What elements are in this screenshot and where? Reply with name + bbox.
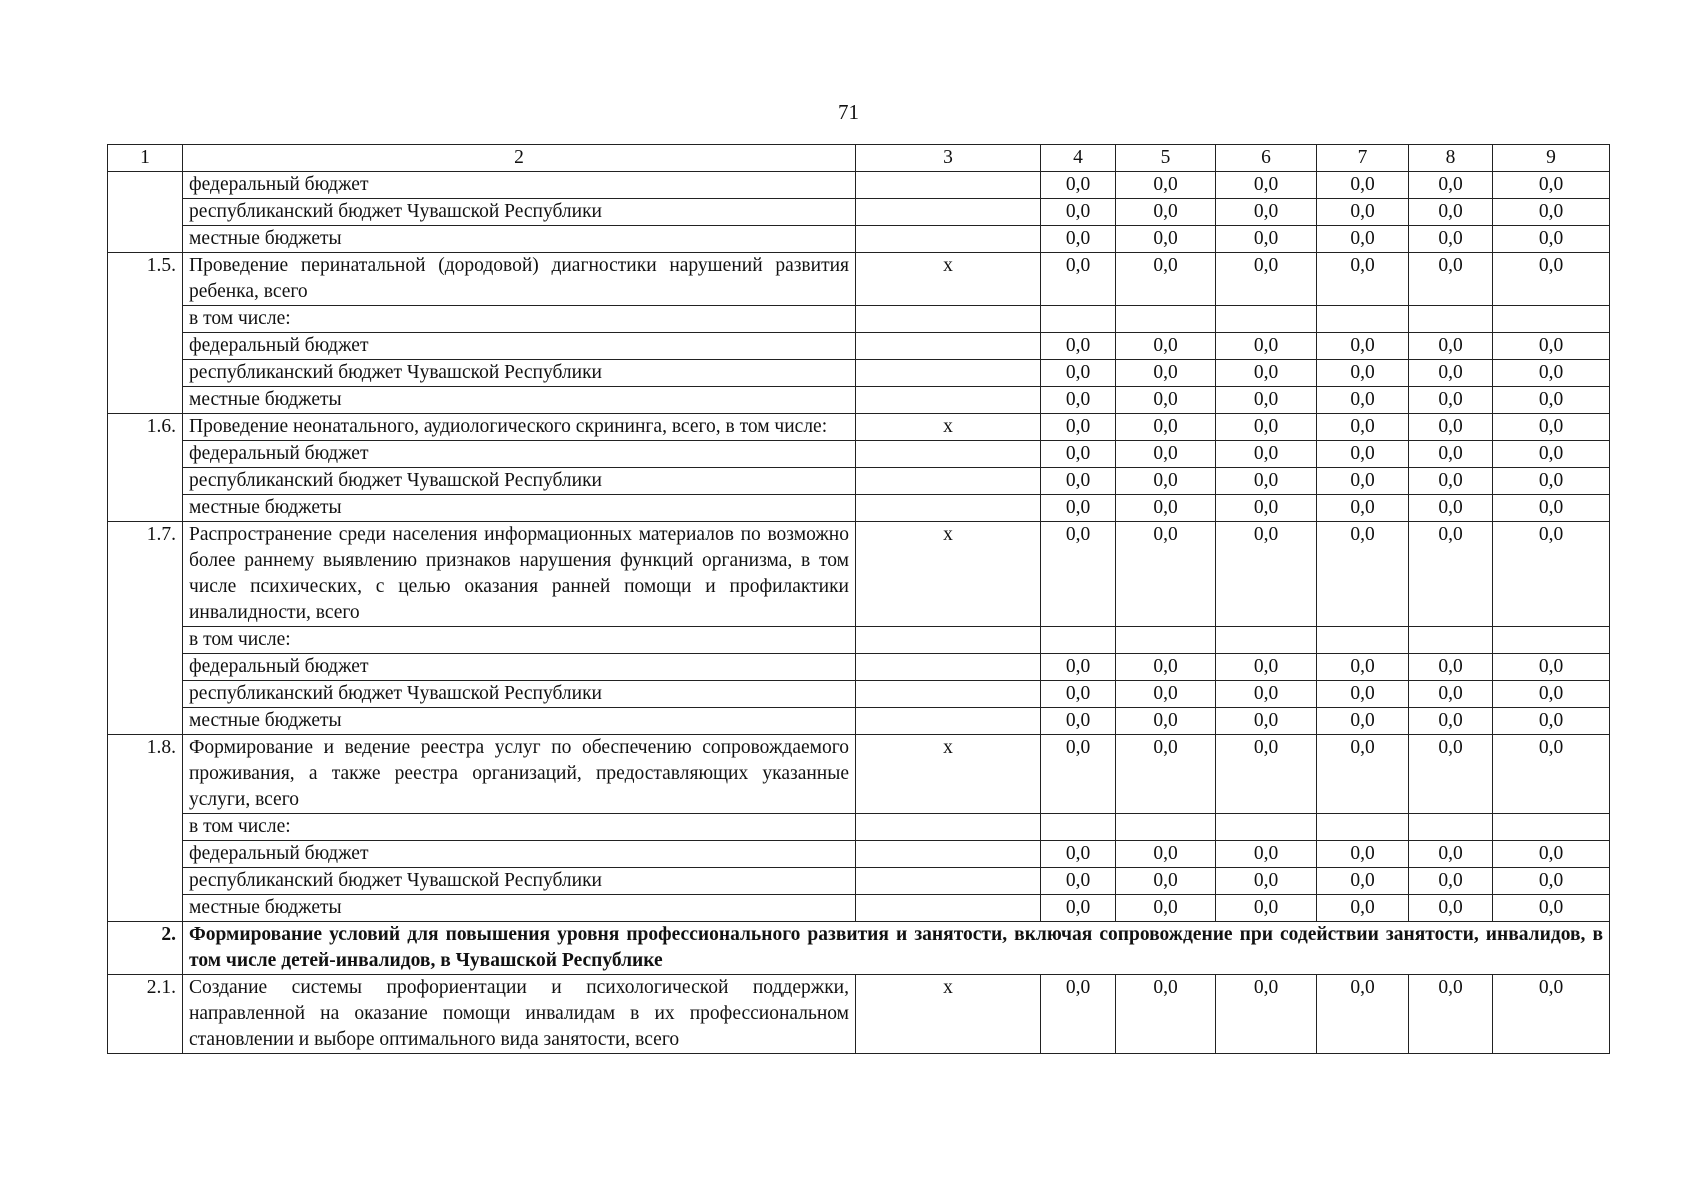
value-cell: 0,0 bbox=[1041, 468, 1116, 495]
value-cell: 0,0 bbox=[1116, 895, 1216, 922]
value-cell bbox=[1493, 627, 1610, 654]
value-cell: 0,0 bbox=[1216, 522, 1317, 627]
value-cell: 0,0 bbox=[1216, 360, 1317, 387]
table-row bbox=[108, 627, 1610, 654]
value-cell: 0,0 bbox=[1317, 441, 1409, 468]
value-cell: 0,0 bbox=[1493, 333, 1610, 360]
header-cell: 7 bbox=[1317, 145, 1409, 172]
row-name: федеральный бюджет bbox=[183, 441, 856, 468]
header-cell: 2 bbox=[183, 145, 856, 172]
value-cell: 0,0 bbox=[1041, 199, 1116, 226]
value-cell: 0,0 bbox=[1409, 199, 1493, 226]
row-number: 1.8. bbox=[108, 735, 183, 922]
value-cell: 0,0 bbox=[1116, 226, 1216, 253]
budget-table bbox=[107, 144, 1610, 1054]
table-body bbox=[108, 145, 1610, 1054]
section-number: 2. bbox=[108, 922, 183, 975]
table-row bbox=[108, 814, 1610, 841]
row-name: Формирование и ведение реестра услуг по обеспечению сопровождаемого проживания, а также реестра организаций, предоставляющих указанные услуги, всего bbox=[183, 735, 856, 814]
value-cell bbox=[1409, 306, 1493, 333]
value-cell: 0,0 bbox=[1116, 253, 1216, 306]
table-row bbox=[108, 895, 1610, 922]
value-cell bbox=[1317, 306, 1409, 333]
value-cell: 0,0 bbox=[1409, 975, 1493, 1054]
row-mark: x bbox=[856, 975, 1041, 1054]
value-cell: 0,0 bbox=[1493, 895, 1610, 922]
value-cell: 0,0 bbox=[1116, 681, 1216, 708]
row-mark bbox=[856, 387, 1041, 414]
table-row bbox=[108, 441, 1610, 468]
table-row bbox=[108, 681, 1610, 708]
value-cell bbox=[1216, 627, 1317, 654]
value-cell: 0,0 bbox=[1493, 199, 1610, 226]
row-name: Проведение перинатальной (дородовой) диагностики нарушений развития ребенка, всего bbox=[183, 253, 856, 306]
value-cell: 0,0 bbox=[1317, 895, 1409, 922]
row-name: федеральный бюджет bbox=[183, 654, 856, 681]
value-cell: 0,0 bbox=[1041, 333, 1116, 360]
row-mark bbox=[856, 360, 1041, 387]
table-row bbox=[108, 522, 1610, 627]
value-cell: 0,0 bbox=[1493, 226, 1610, 253]
value-cell: 0,0 bbox=[1216, 387, 1317, 414]
row-name: федеральный бюджет bbox=[183, 333, 856, 360]
row-mark bbox=[856, 681, 1041, 708]
row-mark: x bbox=[856, 522, 1041, 627]
value-cell: 0,0 bbox=[1409, 414, 1493, 441]
value-cell: 0,0 bbox=[1409, 468, 1493, 495]
row-name: местные бюджеты bbox=[183, 708, 856, 735]
row-number: 1.7. bbox=[108, 522, 183, 735]
section-row bbox=[108, 922, 1610, 975]
row-name: в том числе: bbox=[183, 814, 856, 841]
value-cell: 0,0 bbox=[1041, 841, 1116, 868]
table-row bbox=[108, 841, 1610, 868]
value-cell: 0,0 bbox=[1116, 468, 1216, 495]
value-cell: 0,0 bbox=[1216, 841, 1317, 868]
value-cell: 0,0 bbox=[1317, 360, 1409, 387]
value-cell bbox=[1317, 814, 1409, 841]
value-cell bbox=[1041, 627, 1116, 654]
table-row bbox=[108, 735, 1610, 814]
value-cell bbox=[1116, 814, 1216, 841]
value-cell: 0,0 bbox=[1041, 360, 1116, 387]
value-cell: 0,0 bbox=[1409, 495, 1493, 522]
row-name: в том числе: bbox=[183, 306, 856, 333]
value-cell: 0,0 bbox=[1216, 414, 1317, 441]
row-name: местные бюджеты bbox=[183, 387, 856, 414]
row-name: федеральный бюджет bbox=[183, 172, 856, 199]
value-cell: 0,0 bbox=[1317, 708, 1409, 735]
value-cell: 0,0 bbox=[1116, 841, 1216, 868]
value-cell: 0,0 bbox=[1409, 360, 1493, 387]
table-row bbox=[108, 654, 1610, 681]
value-cell: 0,0 bbox=[1216, 226, 1317, 253]
row-name: местные бюджеты bbox=[183, 895, 856, 922]
row-mark bbox=[856, 654, 1041, 681]
value-cell: 0,0 bbox=[1493, 708, 1610, 735]
row-mark bbox=[856, 708, 1041, 735]
value-cell: 0,0 bbox=[1409, 681, 1493, 708]
table-row bbox=[108, 414, 1610, 441]
row-number: 1.5. bbox=[108, 253, 183, 414]
table-row bbox=[108, 306, 1610, 333]
value-cell: 0,0 bbox=[1216, 333, 1317, 360]
value-cell: 0,0 bbox=[1317, 841, 1409, 868]
value-cell: 0,0 bbox=[1409, 654, 1493, 681]
value-cell: 0,0 bbox=[1041, 387, 1116, 414]
value-cell: 0,0 bbox=[1216, 868, 1317, 895]
value-cell: 0,0 bbox=[1493, 735, 1610, 814]
value-cell: 0,0 bbox=[1493, 414, 1610, 441]
row-mark: x bbox=[856, 414, 1041, 441]
row-name: Проведение неонатального, аудиологического скрининга, всего, в том числе: bbox=[183, 414, 856, 441]
header-cell: 9 bbox=[1493, 145, 1610, 172]
value-cell: 0,0 bbox=[1409, 172, 1493, 199]
row-mark bbox=[856, 199, 1041, 226]
value-cell: 0,0 bbox=[1317, 975, 1409, 1054]
value-cell: 0,0 bbox=[1317, 654, 1409, 681]
value-cell: 0,0 bbox=[1216, 253, 1317, 306]
value-cell: 0,0 bbox=[1116, 441, 1216, 468]
value-cell: 0,0 bbox=[1041, 735, 1116, 814]
value-cell bbox=[1041, 306, 1116, 333]
value-cell: 0,0 bbox=[1116, 522, 1216, 627]
row-mark bbox=[856, 441, 1041, 468]
value-cell: 0,0 bbox=[1041, 654, 1116, 681]
row-mark bbox=[856, 468, 1041, 495]
row-name: федеральный бюджет bbox=[183, 841, 856, 868]
value-cell: 0,0 bbox=[1216, 172, 1317, 199]
row-mark bbox=[856, 627, 1041, 654]
value-cell bbox=[1116, 306, 1216, 333]
row-mark bbox=[856, 895, 1041, 922]
value-cell bbox=[1116, 627, 1216, 654]
table-row bbox=[108, 495, 1610, 522]
value-cell: 0,0 bbox=[1493, 495, 1610, 522]
value-cell: 0,0 bbox=[1493, 868, 1610, 895]
value-cell: 0,0 bbox=[1409, 735, 1493, 814]
row-number: 1.6. bbox=[108, 414, 183, 522]
row-name: Создание системы профориентации и психологической поддержки, направленной на оказание помощи инвалидам в их профессиональном становлении и выборе оптимального вида занятости, всего bbox=[183, 975, 856, 1054]
value-cell: 0,0 bbox=[1216, 681, 1317, 708]
value-cell: 0,0 bbox=[1041, 226, 1116, 253]
header-row bbox=[108, 145, 1610, 172]
row-name: республиканский бюджет Чувашской Республики bbox=[183, 681, 856, 708]
row-name: республиканский бюджет Чувашской Республики bbox=[183, 360, 856, 387]
row-mark bbox=[856, 814, 1041, 841]
value-cell: 0,0 bbox=[1317, 681, 1409, 708]
row-number bbox=[108, 172, 183, 253]
value-cell: 0,0 bbox=[1041, 681, 1116, 708]
value-cell: 0,0 bbox=[1493, 360, 1610, 387]
value-cell: 0,0 bbox=[1317, 333, 1409, 360]
table-row bbox=[108, 172, 1610, 199]
value-cell: 0,0 bbox=[1409, 522, 1493, 627]
value-cell: 0,0 bbox=[1216, 441, 1317, 468]
value-cell: 0,0 bbox=[1041, 253, 1116, 306]
value-cell: 0,0 bbox=[1116, 708, 1216, 735]
value-cell: 0,0 bbox=[1116, 333, 1216, 360]
row-mark bbox=[856, 226, 1041, 253]
table-row bbox=[108, 708, 1610, 735]
value-cell: 0,0 bbox=[1317, 387, 1409, 414]
value-cell: 0,0 bbox=[1216, 468, 1317, 495]
value-cell: 0,0 bbox=[1116, 654, 1216, 681]
page-number: 71 bbox=[838, 100, 859, 124]
row-mark: x bbox=[856, 735, 1041, 814]
value-cell: 0,0 bbox=[1493, 654, 1610, 681]
header-cell: 3 bbox=[856, 145, 1041, 172]
value-cell: 0,0 bbox=[1317, 414, 1409, 441]
value-cell: 0,0 bbox=[1409, 441, 1493, 468]
row-mark bbox=[856, 495, 1041, 522]
value-cell: 0,0 bbox=[1493, 841, 1610, 868]
value-cell: 0,0 bbox=[1116, 414, 1216, 441]
value-cell: 0,0 bbox=[1317, 199, 1409, 226]
value-cell: 0,0 bbox=[1409, 333, 1493, 360]
table-row bbox=[108, 360, 1610, 387]
value-cell: 0,0 bbox=[1317, 253, 1409, 306]
value-cell bbox=[1493, 814, 1610, 841]
value-cell: 0,0 bbox=[1116, 199, 1216, 226]
value-cell: 0,0 bbox=[1493, 441, 1610, 468]
value-cell: 0,0 bbox=[1116, 868, 1216, 895]
value-cell: 0,0 bbox=[1409, 868, 1493, 895]
value-cell: 0,0 bbox=[1041, 441, 1116, 468]
table-row bbox=[108, 868, 1610, 895]
value-cell: 0,0 bbox=[1317, 172, 1409, 199]
value-cell: 0,0 bbox=[1041, 495, 1116, 522]
value-cell: 0,0 bbox=[1041, 895, 1116, 922]
value-cell: 0,0 bbox=[1409, 841, 1493, 868]
value-cell bbox=[1317, 627, 1409, 654]
value-cell: 0,0 bbox=[1493, 253, 1610, 306]
row-name: в том числе: bbox=[183, 627, 856, 654]
value-cell bbox=[1216, 814, 1317, 841]
row-name: республиканский бюджет Чувашской Республики bbox=[183, 468, 856, 495]
value-cell bbox=[1041, 814, 1116, 841]
header-cell: 6 bbox=[1216, 145, 1317, 172]
value-cell: 0,0 bbox=[1409, 253, 1493, 306]
value-cell: 0,0 bbox=[1216, 735, 1317, 814]
value-cell: 0,0 bbox=[1116, 387, 1216, 414]
value-cell: 0,0 bbox=[1493, 681, 1610, 708]
value-cell: 0,0 bbox=[1493, 387, 1610, 414]
value-cell: 0,0 bbox=[1116, 360, 1216, 387]
value-cell: 0,0 bbox=[1216, 708, 1317, 735]
row-mark bbox=[856, 333, 1041, 360]
value-cell: 0,0 bbox=[1041, 522, 1116, 627]
header-cell: 8 bbox=[1409, 145, 1493, 172]
value-cell: 0,0 bbox=[1041, 414, 1116, 441]
value-cell: 0,0 bbox=[1041, 172, 1116, 199]
row-name: местные бюджеты bbox=[183, 226, 856, 253]
table-row bbox=[108, 975, 1610, 1054]
value-cell: 0,0 bbox=[1317, 468, 1409, 495]
value-cell: 0,0 bbox=[1493, 172, 1610, 199]
value-cell: 0,0 bbox=[1317, 868, 1409, 895]
value-cell: 0,0 bbox=[1041, 868, 1116, 895]
row-mark bbox=[856, 306, 1041, 333]
value-cell bbox=[1493, 306, 1610, 333]
row-name: Распространение среди населения информационных материалов по возможно более раннему выявлению признаков нарушения функций организма, в том числе психических, с целью оказания ранней помощи и профилактики инвалидности, всего bbox=[183, 522, 856, 627]
row-mark bbox=[856, 868, 1041, 895]
value-cell: 0,0 bbox=[1116, 495, 1216, 522]
value-cell: 0,0 bbox=[1409, 895, 1493, 922]
value-cell: 0,0 bbox=[1116, 172, 1216, 199]
value-cell bbox=[1216, 306, 1317, 333]
value-cell: 0,0 bbox=[1216, 495, 1317, 522]
value-cell bbox=[1409, 814, 1493, 841]
value-cell: 0,0 bbox=[1216, 895, 1317, 922]
value-cell: 0,0 bbox=[1317, 522, 1409, 627]
table-row bbox=[108, 253, 1610, 306]
value-cell: 0,0 bbox=[1409, 708, 1493, 735]
row-mark: x bbox=[856, 253, 1041, 306]
value-cell: 0,0 bbox=[1493, 975, 1610, 1054]
header-cell: 4 bbox=[1041, 145, 1116, 172]
header-cell: 1 bbox=[108, 145, 183, 172]
header-cell: 5 bbox=[1116, 145, 1216, 172]
row-number: 2.1. bbox=[108, 975, 183, 1054]
value-cell: 0,0 bbox=[1317, 495, 1409, 522]
value-cell: 0,0 bbox=[1317, 226, 1409, 253]
value-cell: 0,0 bbox=[1041, 975, 1116, 1054]
table-row bbox=[108, 199, 1610, 226]
table-row bbox=[108, 333, 1610, 360]
value-cell: 0,0 bbox=[1409, 387, 1493, 414]
value-cell: 0,0 bbox=[1493, 522, 1610, 627]
row-name: республиканский бюджет Чувашской Республики bbox=[183, 199, 856, 226]
value-cell: 0,0 bbox=[1216, 975, 1317, 1054]
value-cell: 0,0 bbox=[1317, 735, 1409, 814]
table-row bbox=[108, 468, 1610, 495]
value-cell: 0,0 bbox=[1409, 226, 1493, 253]
table-row bbox=[108, 226, 1610, 253]
value-cell: 0,0 bbox=[1216, 654, 1317, 681]
section-title: Формирование условий для повышения уровня профессионального развития и занятости, включая сопровождение при содействии занятости, инвалидов, в том числе детей-инвалидов, в Чувашской Республике bbox=[183, 922, 1610, 975]
value-cell: 0,0 bbox=[1493, 468, 1610, 495]
table-row bbox=[108, 387, 1610, 414]
row-name: местные бюджеты bbox=[183, 495, 856, 522]
value-cell: 0,0 bbox=[1216, 199, 1317, 226]
value-cell: 0,0 bbox=[1116, 735, 1216, 814]
row-mark bbox=[856, 841, 1041, 868]
value-cell bbox=[1409, 627, 1493, 654]
value-cell: 0,0 bbox=[1041, 708, 1116, 735]
row-name: республиканский бюджет Чувашской Республики bbox=[183, 868, 856, 895]
row-mark bbox=[856, 172, 1041, 199]
value-cell: 0,0 bbox=[1116, 975, 1216, 1054]
